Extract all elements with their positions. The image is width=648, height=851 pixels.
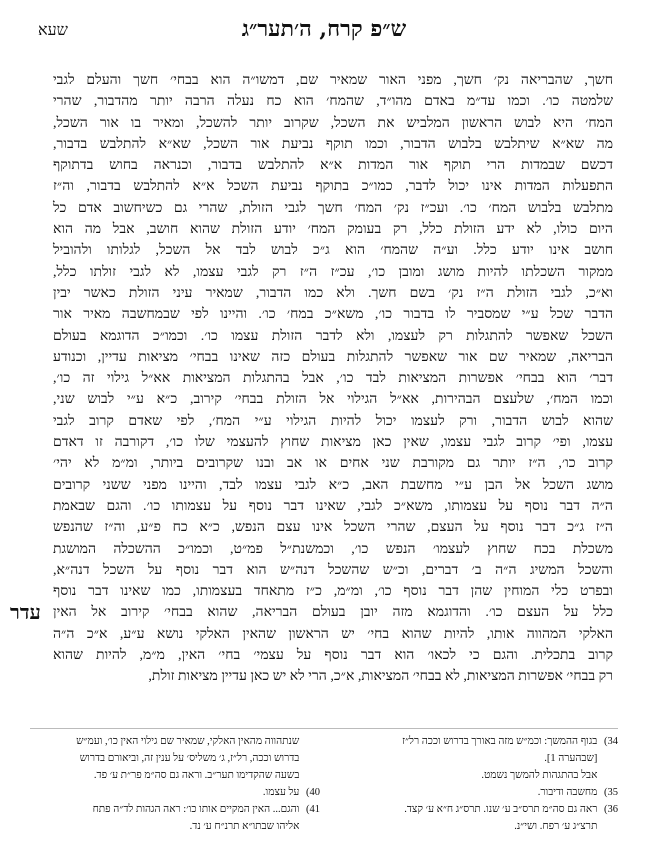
- footnote-line: [338, 750, 618, 767]
- footnote-line: [338, 818, 618, 835]
- main-text: [53, 70, 613, 688]
- text-line: ממקור השכלתו להיות מושג ומובן כו׳, עכ״ז ה״ז רק לגבי עצמו, לא לגבי זולתו כלל,: [53, 264, 613, 280]
- footnote-line: [338, 767, 618, 784]
- text-line: וא״כ, לגבי הזולת ה״ז נק׳ בשם חשך. ולא כמו הדבור, שמאיר עיני הזולת כאשר יבין: [53, 285, 613, 301]
- text-line: דכשם שבמדות הרי תוקף אור המדות א״א להתלבש בדבור, וכנראה בחוש בדתוקף: [53, 158, 613, 174]
- footnote-text: בגוף ההמשך: וכמ״ש מזה באורך בדרוש וככה רל״ז: [402, 736, 598, 747]
- text-line: מושג השכל אל הבן ע״י מחשבת האב, כ״א לגבי עצמו לבד, והיינו מפני ששני קרובים: [53, 477, 613, 493]
- footnote-text: והגם... האין המקיים אותו כו׳: ראה הגהות לד״ה פתח: [92, 804, 300, 815]
- footnote-line: [338, 801, 618, 818]
- text-line: מתלבש בלבוש המח׳ כו׳. ועכ״ז נק׳ המח׳ חשך לגבי הזולת, שהרי גם כשיחשוב אדם כל: [53, 200, 613, 216]
- footnote-text: על עצמו.: [262, 787, 300, 798]
- text-line: והשכל המשיג ה״ה ב׳ דברים, וכ״ש שהשכל דנה״ש הוא דבר נוסף על השכל דנה״א,: [53, 562, 613, 578]
- text-line: השכל שאפשר להתגלות רק לעצמו, ולא לדבר הזולת עצמו כו׳. וכמו״כ הדוגמא בעולם: [53, 328, 613, 344]
- footnote-line: [30, 784, 320, 801]
- footnote-text: אבל בהתגהות להמשך נשמט.: [481, 770, 598, 781]
- text-line: ובפרט כלי המוחין שהן דבר נוסף כו׳, ומ״מ, כ״ז מתאחד בעצמותו, כמו שאינו דבר נוסף: [53, 584, 613, 600]
- text-line: דבר׳ הוא בבחי׳ אפשרות המציאות לבד כו׳, אבל בהתגלות המציאות אא״ל גילוי זה כו׳,: [53, 371, 613, 387]
- text-line: עצמו, ופי׳ קרוב לגבי עצמו, שאין כאן מציאות שחוץ להעצמי שלו כו׳, דקורבה זו דאדם: [53, 435, 613, 451]
- footnote-text: מחשבה ודיבור.: [537, 787, 598, 798]
- text-line: ה״ז ג״כ דבר נוסף על העצם, שהרי השכל אינו עצם הנפש, כ״א כח פ״ע, וה״ז שהנפש: [53, 520, 613, 536]
- text-line: המח׳ היא לבוש הראשון המלביש את השכל, שקרוב יותר להשכל, ומאיר בו אור השכל,: [53, 115, 613, 131]
- text-line: שהוא לבוש הדבור, ורק לעצמו יכול להיות הגילוי ע״י המח׳, לפי שאדם קרוב לגבי: [53, 413, 613, 429]
- footnote-line: [30, 750, 320, 767]
- footnote-number: 40): [306, 787, 320, 798]
- text-line: הבריאה, שמאיר שם אור שאפשר להתגלות בעולם כזה שאינו בבחי׳ מציאות עדיין, וכנודע: [53, 349, 613, 365]
- footnote-line: [30, 733, 320, 750]
- text-line: האלקי המהווה אותו, להיות שהוא בחי׳ יש הראשון שהאין האלקי נושא ע״ע, א״כ ה״ה: [53, 626, 613, 642]
- footnote-text: בדרוש וככה, רל״ז, ג׳ משליס׳ על ענין זה, וביאורם בדרוש: [79, 753, 300, 764]
- text-line: הדבר שכל ע״י שמסביר לו בדבור כו׳, משא״כ במח׳ כו׳. והיינו לפי שבמחשבה מאיר אור: [53, 307, 613, 323]
- text-line: כלל על העצם כו׳. והדוגמא מזה יובן בעולם הבריאה, שהוא בבחי׳ קירוב אל האין: [53, 605, 613, 621]
- text-line: חושב אינו יודע כלל. וע״ה שהמח׳ הוא ג״כ לבוש לבד אל השכל, לגלותו ולהוביל: [53, 243, 613, 259]
- text-line: מה שא״א שיתלבש בלבוש הדבור, וכמו תוקף נביעת אור השכל, שא״א להתלבש בדבור,: [53, 136, 613, 152]
- text-line: קרוב כו׳, ה״ז יותר גם מקורבת שני אחים או אב ובנו שקרובים ביותר, ומ״מ לא יהי׳: [53, 456, 613, 472]
- footnote-text: ראה גם סה״מ תרס״ב ע׳ שנו. תרס״ג ח״א ע׳ קצד.: [404, 804, 598, 815]
- footnote-text: שנתהווה מהאין האלקי, שמאיר שם גילוי האין כו׳, ועמ״ש: [76, 736, 300, 747]
- footnote-line: [338, 784, 618, 801]
- footnote-text: תרצ״ג ע׳ רפח. ושי״נ.: [514, 821, 598, 832]
- footnote-line: [30, 818, 320, 835]
- footnote-number: 35): [604, 787, 618, 798]
- text-line: ה״ה דבר נוסף על עצמותו, משא״כ לגבי, שאינו דבר נוסף על עצמותו כו׳. והגם שבאמת: [53, 498, 613, 514]
- text-line: חשך, שהבריאה נק׳ חשך, מפני האור שמאיר שם, דמשו״ה הוא בבחי׳ חשך והעלם לגבי: [53, 73, 613, 88]
- footnote-line: [338, 733, 618, 750]
- page-number: שעא: [38, 20, 68, 39]
- footnote-number: 36): [604, 804, 618, 815]
- page-header: [0, 8, 648, 42]
- text-line: משכלת בכח שחוץ לעצמו׳ הנפש כו׳, וכמשנת״ל פמ״ט, וכמו״כ ההשכלה המושגת: [53, 541, 613, 557]
- text-line: רק בבחי׳ אפשרות המציאות, לא בבחי׳ המציאות, א״כ, הרי לא יש כאן עדיין מציאות זולת,: [148, 669, 613, 685]
- text-line: וכמו המח׳, שלעצם הבהירות, אא״ל הגילוי אל הזולת בבחי׳ קירוב, כ״א ע״י לבוש שני,: [53, 392, 613, 408]
- text-line: התפעלות המדות אינו יכול לדבר, כמו״כ בתוקף נביעת השכל א״א להתלבש בדבור, וה״ז: [53, 179, 613, 195]
- footnote-divider: [30, 728, 618, 729]
- running-title: ש״פ קרח, ה׳תער״ג: [241, 16, 407, 42]
- footnote-number: 41): [306, 804, 320, 815]
- footnote-number: 34): [604, 736, 618, 747]
- text-line: שלמטה כו׳. וכמו עד״מ באדם מהו״ד, שהמח׳ הוא כח נעלה הרבה יותר מהדבור, שהרי: [53, 94, 613, 110]
- marginal-note: עדר: [10, 600, 41, 624]
- text-line: קרוב בתכלית. והגם כי לכאו׳ הוא דבר נוסף על עצמי׳ בחי׳ האין, מ״מ, להיות שהוא: [53, 648, 613, 664]
- footnote-line: [30, 767, 320, 784]
- footnote-text: אליהו שבתו״א תרנ״ח ע׳ נד.: [189, 821, 300, 832]
- text-line: היום כולו, לא ידע הזולת כלל, רק בעומק המח׳ יודע הזולת שהוא חושב, אבל מה הוא: [53, 222, 613, 238]
- footnotes-left-column: [30, 733, 320, 835]
- footnote-line: [30, 801, 320, 818]
- footnote-text: [שבהערה 1].: [544, 753, 598, 764]
- footnote-text: בשעה שהקדימו תער״ב. וראה גם סה״מ פר״ת ע׳ פד.: [93, 770, 300, 781]
- footnotes-right-column: [338, 733, 618, 835]
